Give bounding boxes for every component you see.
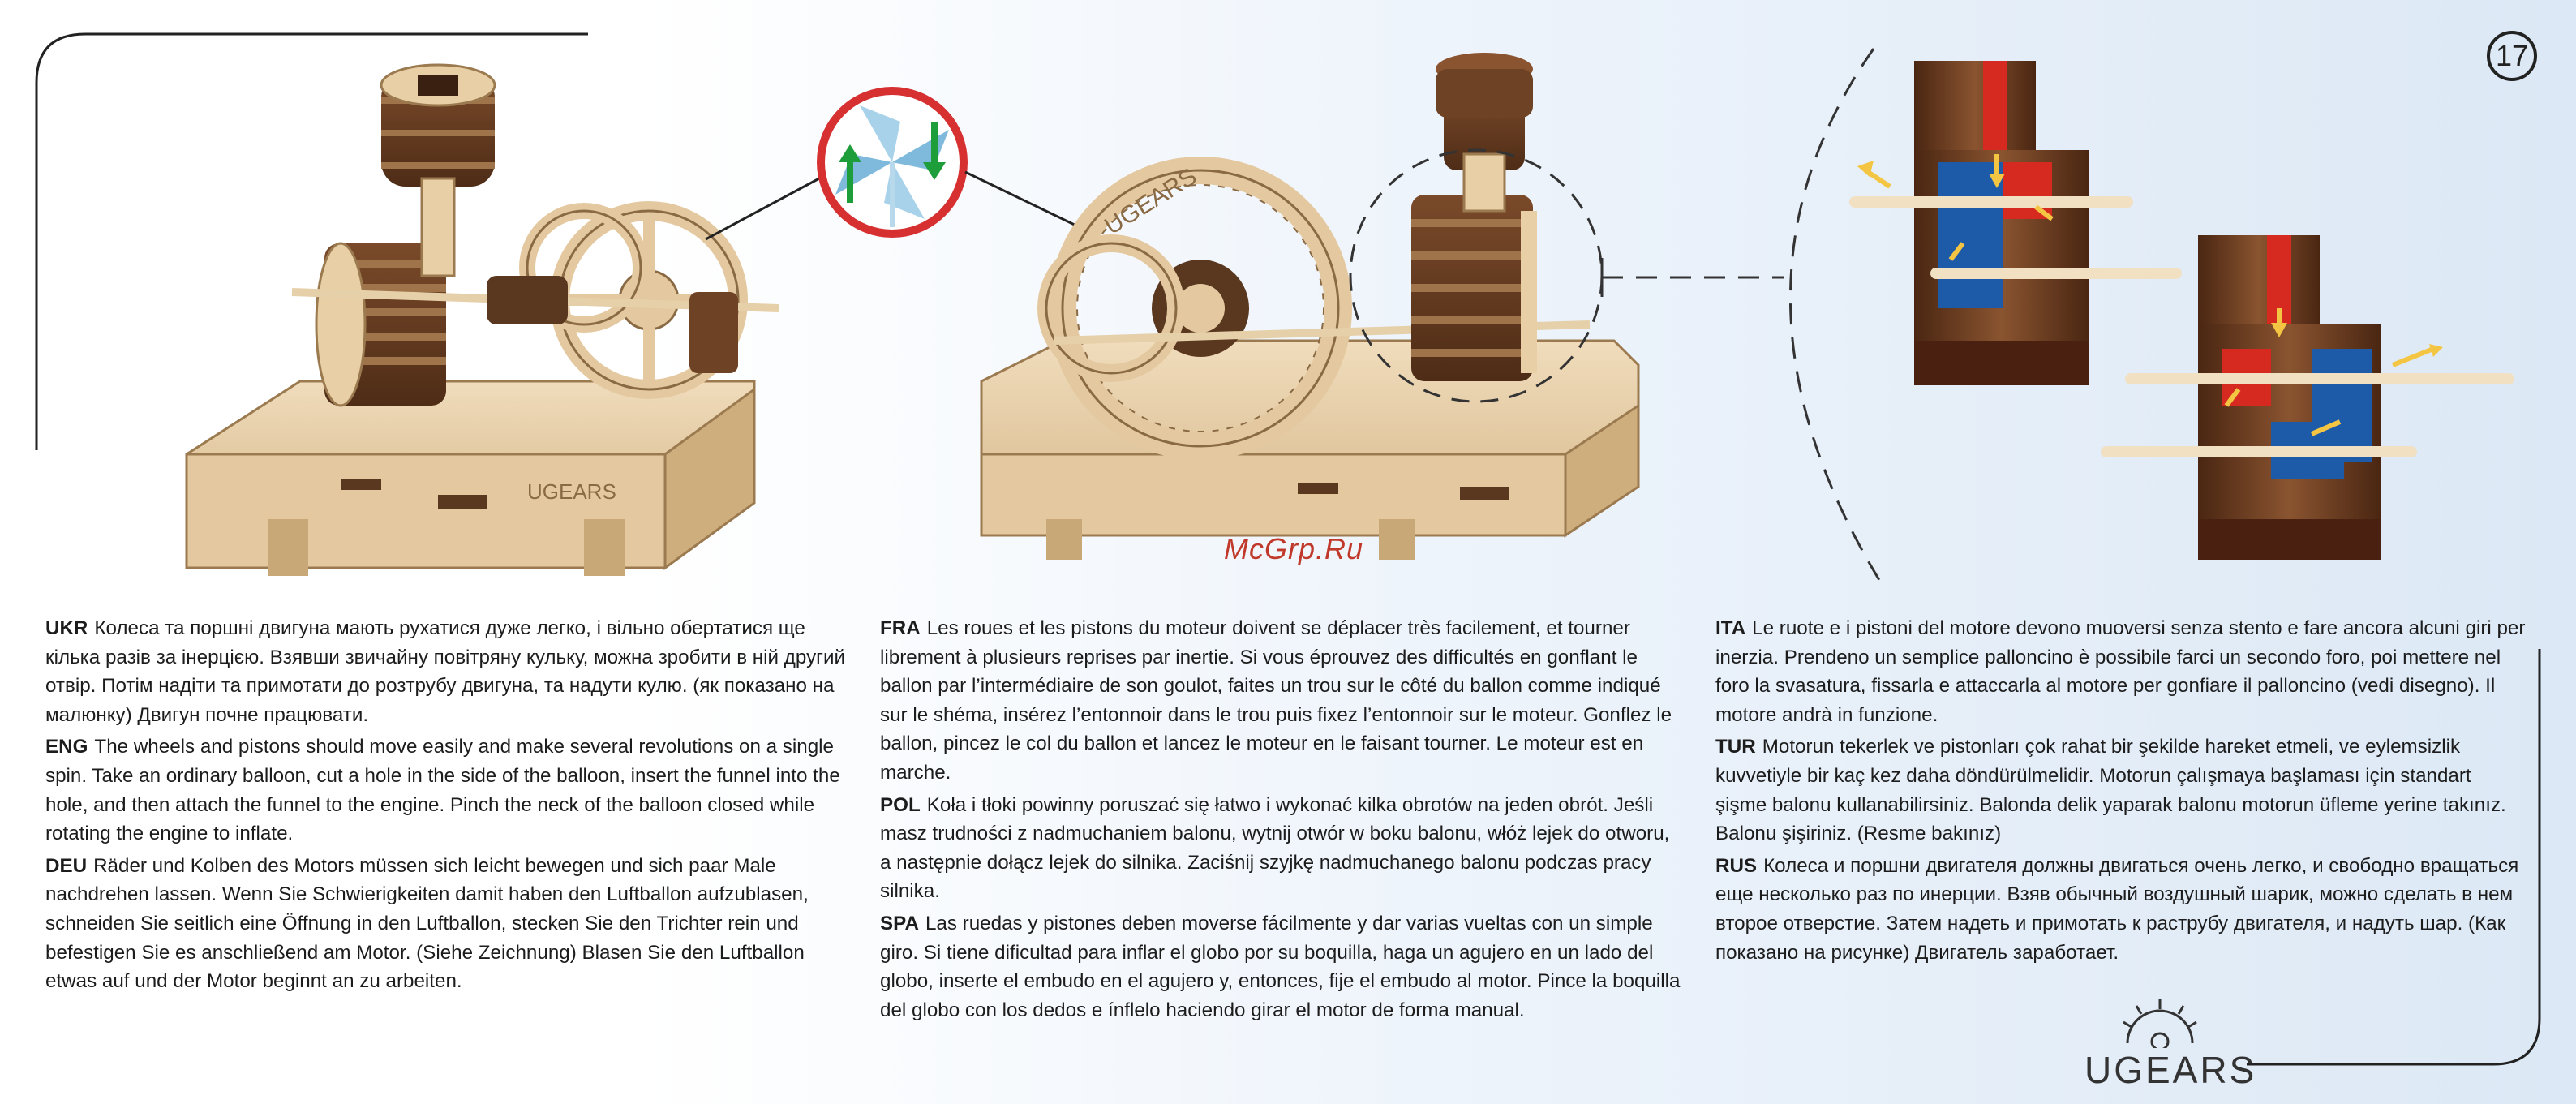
lang-code: ENG [45,736,88,758]
instruction-deu [45,852,848,996]
ugears-gear-icon [2115,994,2205,1048]
detail-bracket [1790,49,1882,584]
lang-code: ITA [1715,617,1746,639]
instruction-text: Las ruedas y pistones deben moverse fácilmente y dar varias vueltas con un simple giro. Si tiene dificultad para inflar el globo por su boquilla, haga un agujero en un lado del globo, inserte el embudo en el agujero y, entonces, fije el embudo al motor. Pince la boquilla del globo con los dedos e ínflelo haciendo girar el motor de forma manual. [880,912,1681,1021]
page-number: 17 [2487,31,2537,81]
instruction-text: Räder und Kolben des Motors müssen sich leicht bewegen und sich paar Male nachdrehen lassen. Wenn Sie Schwierigkeiten damit haben den Luftballon aufzublasen, schneiden Sie seitlich eine Öffnung in den Luftballon, stecken Sie den Trichter rein und befestigen Sie es anschließend am Motor. (Siehe Zeichnung) Blasen Sie den Luftballon etwas auf und der Motor beginnt an zu arbeiten. [45,854,809,993]
instruction-ukr [45,614,848,729]
lang-code: RUS [1715,854,1758,877]
engraving-logo-middle: UGEARS [1100,162,1202,240]
engine-model-left [187,65,779,576]
instruction-text: Колеса и поршни двигателя должны двигаться очень легко, и свободно вращаться еще несколько раз по инерции. Взяв обычный воздушный шарик, можно сделать в нем второе отверстие. Затем надеть и примотать к раструбу двигателя, и надуть шар. (Как показано на рисунке) Двигатель заработает. [1715,854,2519,964]
leader-line-left [706,178,819,239]
brand-logo: UGEARS [2084,1049,2257,1091]
text-column-1 [45,614,848,999]
instruction-rus [1715,852,2527,967]
lang-code: UKR [45,617,88,639]
watermark: McGrp.Ru [1223,532,1364,565]
instruction-text: Motorun tekerlek ve pistonları çok rahat bir şekilde hareket etmeli, ve eylemsizlik kuvvetiyle bir kaç kez daha döndürülmelidir. Motorun çalışmaya başlaması için standart şişme balonu kullanabilirsiniz. Balonda delik yaparak balonu motorun üfleme yerine takınız. Balonu şişiriniz. (Resme bakınız) [1715,736,2506,845]
instruction-text: The wheels and pistons should move easily and make several revolutions on a single spin. Take an ordinary balloon, cut a hole in the side of the balloon, insert the funnel into the hole, and then attach the funnel to the engine. Pinch the neck of the balloon closed while rotating the engine to inflate. [45,736,840,845]
instruction-fra [880,614,1683,788]
instruction-text: Les roues et les pistons du moteur doivent se déplacer très facilement, et tourner librement à plusieurs reprises par inertie. Si vous éprouvez des difficultés en gonflant le ballon par l’intermédiaire de son goulot, faites un trou sur le côté du ballon comme indiqué sur le shéma, insérez l’entonnoir dans le trou puis fixez l’entonnoir sur le moteur. Gonflez le ballon, pincez le col du ballon et lancez le moteur en le faisant tourner. Le moteur est en marche. [880,617,1672,784]
lang-code: FRA [880,617,921,639]
instruction-ita [1715,614,2527,729]
text-column-3 [1715,614,2527,970]
leader-line-right [965,172,1083,229]
instruction-pol [880,791,1683,906]
instruction-eng [45,732,848,848]
instruction-tur [1715,732,2527,848]
cutaway-diagram-top [1849,61,2182,385]
text-column-2 [880,614,1683,1028]
instruction-text: Koła i tłoki powinny poruszać się łatwo i wykonać kilka obrotów na jeden obrót. Jeśli masz trudności z nadmuchaniem balonu, wytnij otwór w boku balonu, włóż lejek do otworu, a następnie dołącz lejek do silnika. Zaciśnij szyjkę nadmuchanego balonu podczas pracy silnika. [880,793,1670,903]
lang-code: SPA [880,912,919,934]
instruction-text: Колеса та поршні двигуна мають рухатися дуже легко, і вільно обертатися ще кілька разів за інерцією. Взявши звичайну повітряну кульку, можна зробити в ній другий отвір. Потім надіти та примотати до розтрубу двигуна, та надути кулю. (як показано на малюнку) Двигун почне працювати. [45,617,846,726]
instruction-text: Le ruote e i pistoni del motore devono muoversi senza stento e fare ancora alcuni giri per inerzia. Prendeno un semplice palloncino è possibile farci un secondo foro, poi mettere nel foro la svasatura, fissarla e attaccarla al motore per gonfiare il palloncino (vedi disegno). Il motore andrà in funzione. [1715,617,2526,726]
lang-code: TUR [1715,736,1756,758]
cutaway-diagram-bottom [2101,235,2514,560]
lang-code: DEU [45,854,88,877]
engine-model-middle [981,53,1638,560]
pinwheel-icon [821,91,964,234]
engraving-logo-left: UGEARS [527,479,616,504]
instruction-spa [880,909,1683,1025]
lang-code: POL [880,793,921,816]
